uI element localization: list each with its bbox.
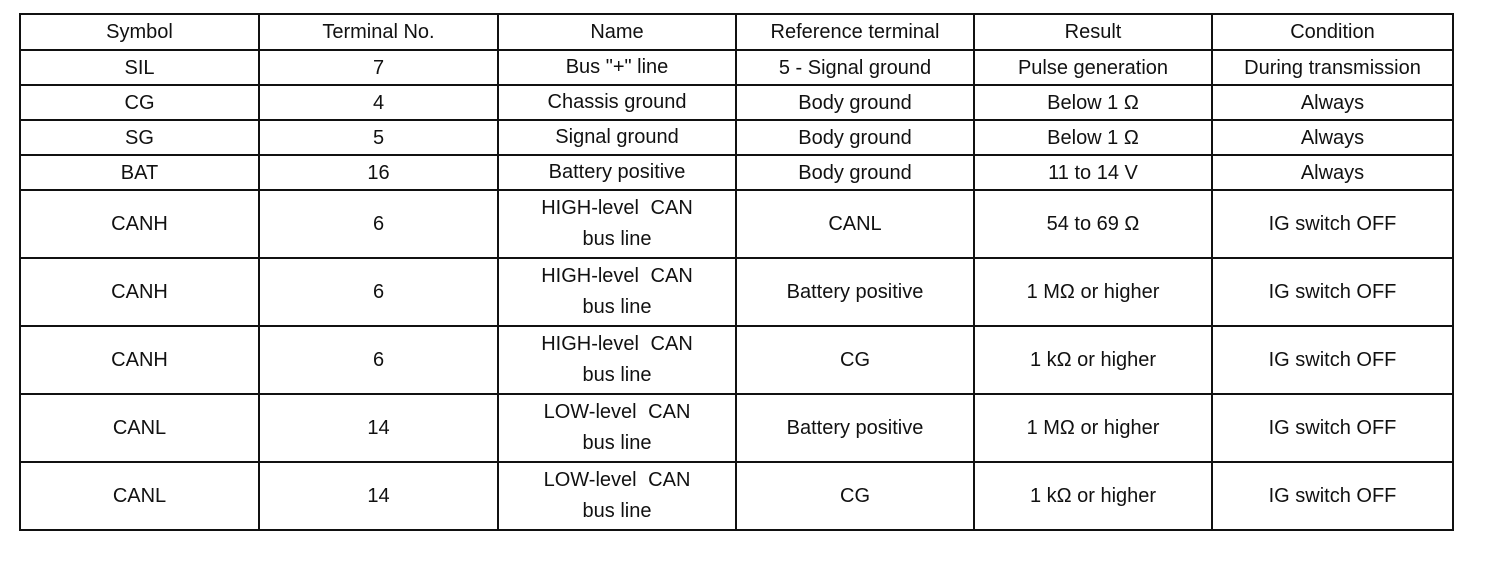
cell-symbol: CANL	[20, 462, 259, 530]
header-row	[20, 14, 1453, 50]
cell-name-line: bus line	[582, 500, 652, 522]
cell-condition: Always	[1212, 155, 1453, 190]
table-row	[20, 120, 1453, 155]
cell-condition: IG switch OFF	[1212, 326, 1453, 394]
table-row	[20, 394, 1453, 462]
cell-reference-terminal: Battery positive	[736, 258, 974, 326]
header-condition: Condition	[1212, 14, 1453, 50]
cell-condition: During transmission	[1212, 50, 1453, 85]
cell-reference-terminal: CG	[736, 462, 974, 530]
cell-terminal-no: 6	[259, 190, 498, 258]
cell-symbol: CG	[20, 85, 259, 120]
cell-reference-terminal: Body ground	[736, 85, 974, 120]
cell-terminal-no: 6	[259, 258, 498, 326]
cell-reference-terminal: Battery positive	[736, 394, 974, 462]
cell-terminal-no: 5	[259, 120, 498, 155]
cell-result: 11 to 14 V	[974, 155, 1212, 190]
table-row	[20, 155, 1453, 190]
cell-name	[498, 258, 736, 326]
cell-condition: IG switch OFF	[1212, 394, 1453, 462]
cell-result: Below 1 Ω	[974, 120, 1212, 155]
table-row	[20, 258, 1453, 326]
cell-terminal-no: 7	[259, 50, 498, 85]
cell-symbol: SIL	[20, 50, 259, 85]
cell-symbol: CANH	[20, 326, 259, 394]
cell-symbol: SG	[20, 120, 259, 155]
cell-name-line: Battery positive	[548, 161, 686, 183]
cell-name-line: LOW-level CAN	[543, 469, 691, 491]
cell-symbol: BAT	[20, 155, 259, 190]
cell-terminal-no: 14	[259, 462, 498, 530]
cell-reference-terminal: Body ground	[736, 155, 974, 190]
cell-name	[498, 155, 736, 190]
cell-name-line: bus line	[582, 228, 652, 250]
cell-symbol: CANH	[20, 190, 259, 258]
cell-name-line: bus line	[582, 364, 652, 386]
header-name: Name	[498, 14, 736, 50]
cell-name-line: Chassis ground	[547, 91, 687, 113]
cell-terminal-no: 14	[259, 394, 498, 462]
cell-name-line: HIGH-level CAN	[541, 333, 693, 355]
cell-terminal-no: 4	[259, 85, 498, 120]
table-row	[20, 326, 1453, 394]
cell-result: 1 MΩ or higher	[974, 394, 1212, 462]
cell-name-line: Bus "+" line	[565, 56, 669, 78]
cell-condition: IG switch OFF	[1212, 258, 1453, 326]
terminal-spec-table	[19, 13, 1454, 531]
header-reference-terminal: Reference terminal	[736, 14, 974, 50]
cell-reference-terminal: CANL	[736, 190, 974, 258]
cell-reference-terminal: CG	[736, 326, 974, 394]
table-row	[20, 190, 1453, 258]
cell-condition: Always	[1212, 120, 1453, 155]
cell-symbol: CANL	[20, 394, 259, 462]
header-symbol: Symbol	[20, 14, 259, 50]
cell-terminal-no: 16	[259, 155, 498, 190]
cell-symbol: CANH	[20, 258, 259, 326]
cell-result: 54 to 69 Ω	[974, 190, 1212, 258]
cell-name	[498, 462, 736, 530]
cell-condition: Always	[1212, 85, 1453, 120]
cell-name-line: HIGH-level CAN	[541, 265, 693, 287]
header-terminal-no: Terminal No.	[259, 14, 498, 50]
cell-result: 1 kΩ or higher	[974, 462, 1212, 530]
cell-condition: IG switch OFF	[1212, 462, 1453, 530]
cell-name	[498, 120, 736, 155]
cell-name-line: bus line	[582, 432, 652, 454]
cell-reference-terminal: 5 - Signal ground	[736, 50, 974, 85]
cell-result: 1 MΩ or higher	[974, 258, 1212, 326]
table-row	[20, 462, 1453, 530]
table-row	[20, 85, 1453, 120]
cell-name	[498, 394, 736, 462]
header-result: Result	[974, 14, 1212, 50]
cell-name-line: Signal ground	[555, 126, 679, 148]
cell-name-line: HIGH-level CAN	[541, 197, 693, 219]
table-row	[20, 50, 1453, 85]
cell-result: Below 1 Ω	[974, 85, 1212, 120]
cell-name	[498, 85, 736, 120]
cell-reference-terminal: Body ground	[736, 120, 974, 155]
cell-result: Pulse generation	[974, 50, 1212, 85]
cell-name-line: bus line	[582, 296, 652, 318]
cell-name	[498, 326, 736, 394]
cell-name	[498, 190, 736, 258]
cell-name-line: LOW-level CAN	[543, 401, 691, 423]
cell-condition: IG switch OFF	[1212, 190, 1453, 258]
cell-name	[498, 50, 736, 85]
cell-result: 1 kΩ or higher	[974, 326, 1212, 394]
cell-terminal-no: 6	[259, 326, 498, 394]
